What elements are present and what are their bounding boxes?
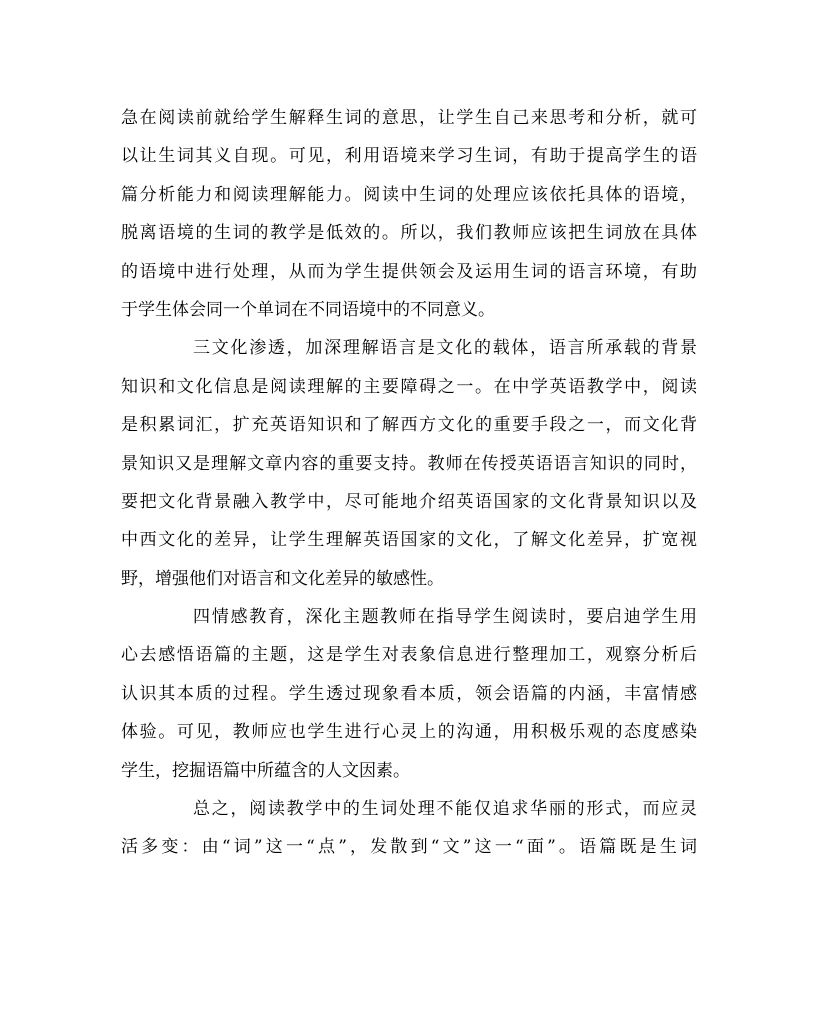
text-line: 认识其本质的过程。学生透过现象看本质，领会语篇的内涵，丰富情感 (121, 683, 697, 704)
paragraph-heading-line: 四情感教育，深化主题教师在指导学生阅读时，要启迪学生用 (193, 607, 697, 628)
text-line: 的语境中进行处理，从而为学生提供领会及运用生词的语言环境，有助 (121, 261, 697, 282)
text-line: 篇分析能力和阅读理解能力。阅读中生词的处理应该依托具体的语境， (121, 184, 697, 205)
text-line: 景知识又是理解文章内容的重要支持。教师在传授英语语言知识的同时， (121, 453, 697, 474)
text-line: 要把文化背景融入教学中，尽可能地介绍英语国家的文化背景知识以及 (121, 491, 697, 512)
text-line: 野，增强他们对语言和文化差异的敏感性。 (121, 568, 444, 589)
paragraph-heading-line: 三文化渗透，加深理解语言是文化的载体，语言所承载的背景 (193, 338, 697, 359)
text-line: 体验。可见，教师应也学生进行心灵上的沟通，用积极乐观的态度感染 (121, 722, 697, 743)
text-line: 急在阅读前就给学生解释生词的意思，让学生自己来思考和分析，就可 (121, 108, 697, 128)
text-line: 学生，挖掘语篇中所蕴含的人文因素。 (121, 760, 410, 781)
text-line: 脱离语境的生词的教学是低效的。所以，我们教师应该把生词放在具体 (121, 223, 697, 244)
text-line: 知识和文化信息是阅读理解的主要障碍之一。在中学英语教学中，阅读 (121, 376, 697, 397)
text-line: 心去感悟语篇的主题，这是学生对表象信息进行整理加工，观察分析后 (121, 645, 697, 666)
paragraph-first-line: 总之，阅读教学中的生词处理不能仅追求华丽的形式，而应灵 (193, 799, 697, 820)
text-line: 活多变：由“词”这一“点”，发散到“文”这一“面”。语篇既是生词 (121, 837, 697, 858)
text-line: 是积累词汇，扩充英语知识和了解西方文化的重要手段之一，而文化背 (121, 415, 697, 436)
text-line: 中西文化的差异，让学生理解英语国家的文化，了解文化差异，扩宽视 (121, 530, 697, 551)
document-body (121, 99, 697, 867)
text-line: 于学生体会同一个单词在不同语境中的不同意义。 (121, 299, 495, 320)
text-line: 以让生词其义自现。可见，利用语境来学习生词，有助于提高学生的语 (121, 146, 697, 167)
